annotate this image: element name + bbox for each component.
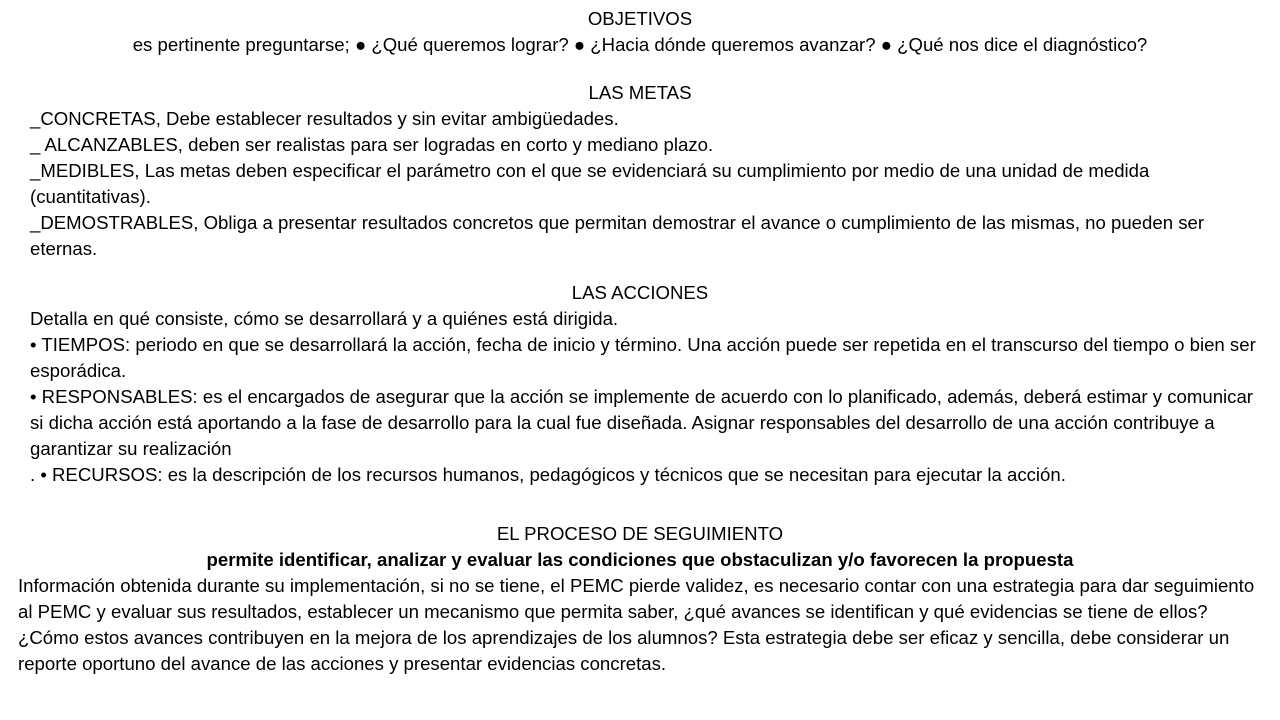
objetivos-section [0,6,1280,58]
objetivos-title: OBJETIVOS [587,8,693,29]
objetivos-text: es pertinente preguntarse; ● ¿Qué queremos lograr? ● ¿Hacia dónde queremos avanzar? ● ¿Qué nos dice el diagnóstico? [132,34,1148,55]
meta-demostrables: _DEMOSTRABLES, Obliga a presentar resultados concretos que permitan demostrar el avance o cumplimiento de las mismas, no pueden ser eternas. [30,212,1205,259]
seguimiento-title: EL PROCESO DE SEGUIMIENTO [496,523,784,544]
seguimiento-section [18,521,1268,677]
meta-medibles: _MEDIBLES, Las metas deben especificar el parámetro con el que se evidenciará su cumplimiento por medio de una unidad de medida (cuantitativas). [30,160,1150,207]
metas-section [30,80,1265,262]
accion-recursos: . • RECURSOS: es la descripción de los recursos humanos, pedagógicos y técnicos que se necesitan para ejecutar la acción. [30,464,1066,485]
acciones-intro: Detalla en qué consiste, cómo se desarrollará y a quiénes está dirigida. [30,308,619,329]
accion-tiempos: • TIEMPOS: periodo en que se desarrollará la acción, fecha de inicio y término. Una acción puede ser repetida en el transcurso del tiempo o bien ser esporádica. [30,334,1256,381]
accion-responsables: • RESPONSABLES: es el encargados de asegurar que la acción se implemente de acuerdo con lo planificado, además, deberá estimar y comunicar si dicha acción está aportando a la fase de desarrollo para la cual fue diseñada. Asignar responsables del desarrollo de una acción contribuye a garantizar su realización [30,386,1254,459]
meta-concretas: _CONCRETAS, Debe establecer resultados y sin evitar ambigüedades. [30,108,619,129]
meta-alcanzables: _ ALCANZABLES, deben ser realistas para ser logradas en corto y mediano plazo. [30,134,714,155]
seguimiento-subtitle: permite identificar, analizar y evaluar las condiciones que obstaculizan y/o favorecen la propuesta [206,549,1074,570]
metas-title: LAS METAS [588,82,692,103]
seguimiento-text: Información obtenida durante su implementación, si no se tiene, el PEMC pierde validez, es necesario contar con una estrategia para dar seguimiento al PEMC y evaluar sus resultados, establecer un mecanismo que permita saber, ¿qué avances se identifican y qué evidencias se tiene de ellos? ¿Cómo estos avances contribuyen en la mejora de los aprendizajes de los alumnos? Esta estrategia debe ser eficaz y sencilla, debe considerar un reporte oportuno del avance de las acciones y presentar evidencias concretas. [18,575,1255,674]
acciones-title: LAS ACCIONES [571,282,709,303]
acciones-section [30,280,1265,488]
